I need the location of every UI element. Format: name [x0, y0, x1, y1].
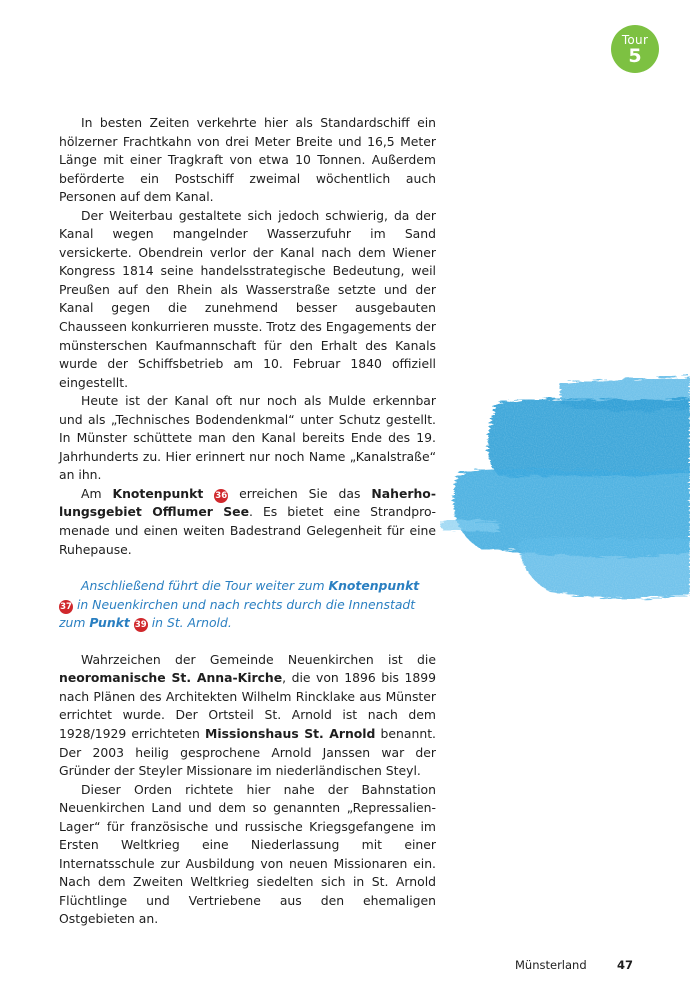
route-punkt: Punkt	[89, 615, 130, 631]
footer-region: Münsterland	[515, 958, 587, 972]
paragraph-4	[59, 485, 436, 559]
watercolor-brush-stroke	[440, 372, 690, 604]
paragraph-5	[59, 651, 436, 781]
waypoint-marker-37: 37	[60, 601, 72, 612]
page-number: 47	[617, 958, 634, 972]
paragraph-3: Heute ist der Kanal oft nur noch als Mulde erkennbar und als „Technisches Bodendenkmal“ unter Schutz gestellt. In Münster schüttete man den Kanal bereits Ende des 19. Jahrhunderts zu. Hier erinnert nur noch Name „Kanalstraße“ an ihn.	[59, 393, 436, 483]
text-column	[59, 114, 436, 929]
tour-badge-number: 5	[628, 45, 642, 67]
spacer	[59, 633, 436, 651]
paragraph-1: In besten Zeiten verkehrte hier als Standardschiff ein hölzerner Frachtkahn von drei Meter Breite und 16,5 Meter Länge mit einer Tragkraft von etwa 10 Tonnen. Außerdem beförderte ein Postschiff zweimal wöchentlich auch Personen auf dem Kanal.	[59, 115, 436, 205]
waypoint-marker-36: 36	[215, 490, 228, 501]
p5-text-a: Wahrzeichen der Gemeinde Neuenkirchen ist die	[81, 651, 436, 667]
p5-missionshaus: Missionshaus St. Arnold	[205, 725, 376, 741]
tour-badge-label: Tour	[621, 33, 649, 47]
p4-knotenpunkt: Knotenpunkt	[112, 485, 204, 501]
paragraph-2: Der Weiterbau gestaltete sich jedoch schwierig, da der Kanal wegen mangelnder Wasserzufuhr im Sand versickerte. Obendrein verlor der Kanal nach dem Wiener Kongress 1814 seine handelsstrategische Bedeutung, weil Preußen auf den Rhein als Wasserstraße setzte und der Kanal gegen die zunehmend besser ausgebauten Chausseen konkurrieren musste. Trotz des Engagements der münsterschen Kaufmannschaft für den Erhalt des Kanals wurde der Schiffsbetrieb am 10. Februar 1840 offiziell eingestellt.	[59, 207, 436, 390]
paragraph-6: Dieser Orden richtete hier nahe der Bahnstation Neuenkirchen Land und dem so genannten „Repressalien-Lager“ für französische und russische Kriegsgefangene im Ersten Weltkrieg eine Niederlassung mit einer Internatsschule zur Ausbildung von neuen Missionaren ein. Nach dem Zweiten Weltkrieg siedelten sich in St. Arnold Flüchtlinge und Vertriebene aus den ehemaligen Ostgebieten an.	[59, 781, 436, 927]
route-text-c: in St. Arnold.	[147, 615, 232, 631]
tour-badge	[611, 25, 659, 73]
route-knotenpunkt: Knotenpunkt	[328, 578, 420, 594]
p5-text-c: benannt. Der 2003 heilig gesprochene Arnold Janssen war der Gründer der Steyler Missionare im niederländischen Steyl.	[59, 725, 436, 779]
p5-text-b: , die von 1896 bis 1899 nach Plänen des Architekten Wilhelm Rincklake aus Münster errichtet wurde. Der Ortsteil St. Arnold ist nach dem 1928/1929 errichteten	[59, 670, 436, 741]
p4-naherholungsgebiet: Naherholungsgebiet Offlumer See	[59, 485, 436, 520]
waypoint-marker-39: 39	[134, 620, 147, 631]
route-text-b: in Neuenkirchen und nach rechts durch die Innenstadt zum	[59, 596, 416, 631]
route-text-a: Anschließend führt die Tour weiter zum	[81, 578, 329, 594]
p4-text-c: . Es bietet eine Strandpromenade und einen weiten Badestrand Gelegenheit für eine Ruhepause.	[59, 504, 437, 557]
route-direction	[59, 577, 436, 633]
p4-text-a: Am	[81, 485, 113, 501]
spacer	[59, 559, 436, 577]
p5-kirche: neoromanische St. Anna-Kirche	[59, 670, 283, 686]
p4-text-b: erreichen Sie das	[228, 485, 372, 501]
